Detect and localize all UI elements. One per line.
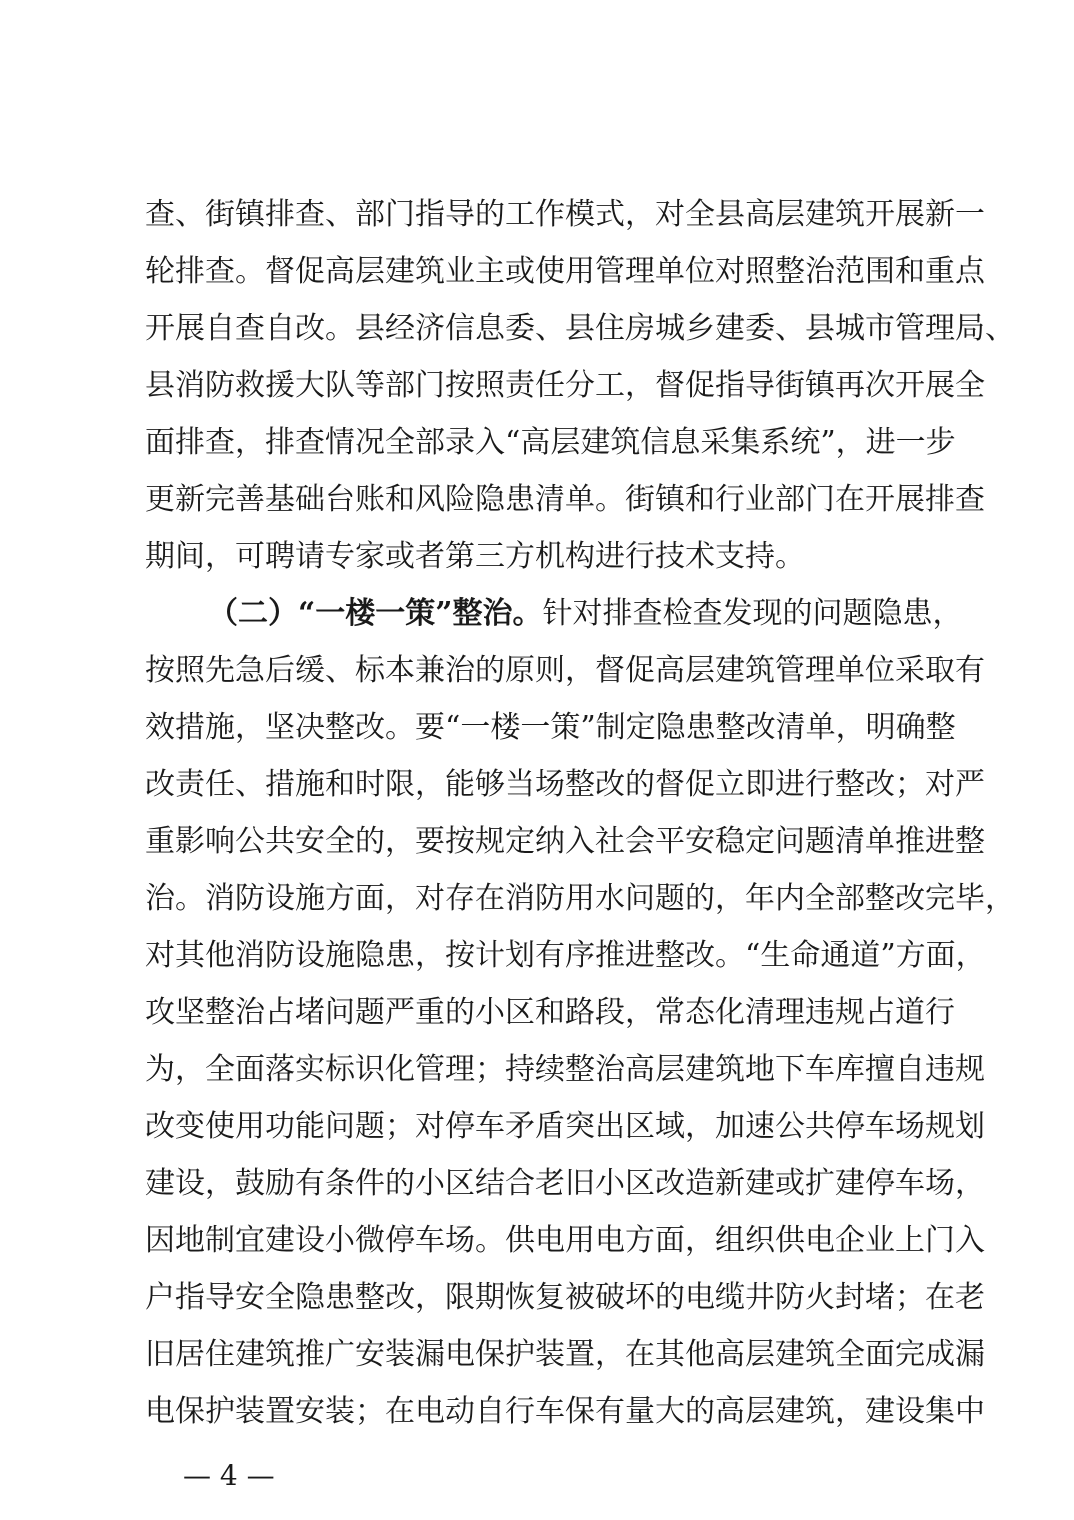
body-line-13: 治。消防设施方面，对存在消防用水问题的，年内全部整改完毕，: [145, 881, 1015, 916]
body-line-7: 期间，可聘请专家或者第三方机构进行技术支持。: [145, 539, 805, 574]
body-line-17: 改变使用功能问题；对停车矛盾突出区域，加速公共停车场规划: [145, 1109, 985, 1144]
body-line-11: 改责任、措施和时限，能够当场整改的督促立即进行整改；对严: [145, 767, 985, 802]
section-first-line-text: 针对排查检查发现的问题隐患，: [542, 596, 963, 631]
body-line-10: 效措施，坚决整改。要“一楼一策”制定隐患整改清单，明确整: [145, 710, 956, 745]
body-line-20: 户指导安全隐患整改，限期恢复被破坏的电缆井防火封堵；在老: [145, 1280, 985, 1315]
section-heading: （二）“一楼一策”整治。: [208, 596, 543, 631]
body-line-15: 攻坚整治占堵问题严重的小区和路段，常态化清理违规占道行: [145, 995, 955, 1030]
body-line-3: 开展自查自改。县经济信息委、县住房城乡建委、县城市管理局、: [145, 311, 1015, 346]
section-heading-line: [208, 594, 963, 634]
body-line-22: 电保护装置安装；在电动自行车保有量大的高层建筑，建设集中: [145, 1394, 985, 1429]
body-line-9: 按照先急后缓、标本兼治的原则，督促高层建筑管理单位采取有: [145, 653, 985, 688]
body-line-18: 建设，鼓励有条件的小区结合老旧小区改造新建或扩建停车场，: [145, 1166, 985, 1201]
body-line-6: 更新完善基础台账和风险隐患清单。街镇和行业部门在开展排查: [145, 482, 985, 517]
body-line-5: 面排查，排查情况全部录入“高层建筑信息采集系统”，进一步: [145, 425, 956, 460]
body-line-4: 县消防救援大队等部门按照责任分工，督促指导街镇再次开展全: [145, 368, 985, 403]
body-line-19: 因地制宜建设小微停车场。供电用电方面，组织供电企业上门入: [145, 1223, 985, 1258]
body-line-21: 旧居住建筑推广安装漏电保护装置，在其他高层建筑全面完成漏: [145, 1337, 985, 1372]
body-line-16: 为，全面落实标识化管理；持续整治高层建筑地下车库擅自违规: [145, 1052, 985, 1087]
body-line-14: 对其他消防设施隐患，按计划有序推进整改。“生命通道”方面，: [145, 938, 986, 973]
page-number: — 4 —: [183, 1459, 275, 1492]
body-line-2: 轮排查。督促高层建筑业主或使用管理单位对照整治范围和重点: [145, 254, 985, 289]
body-line-12: 重影响公共安全的，要按规定纳入社会平安稳定问题清单推进整: [145, 824, 985, 859]
body-line-1: 查、街镇排查、部门指导的工作模式，对全县高层建筑开展新一: [145, 197, 985, 232]
